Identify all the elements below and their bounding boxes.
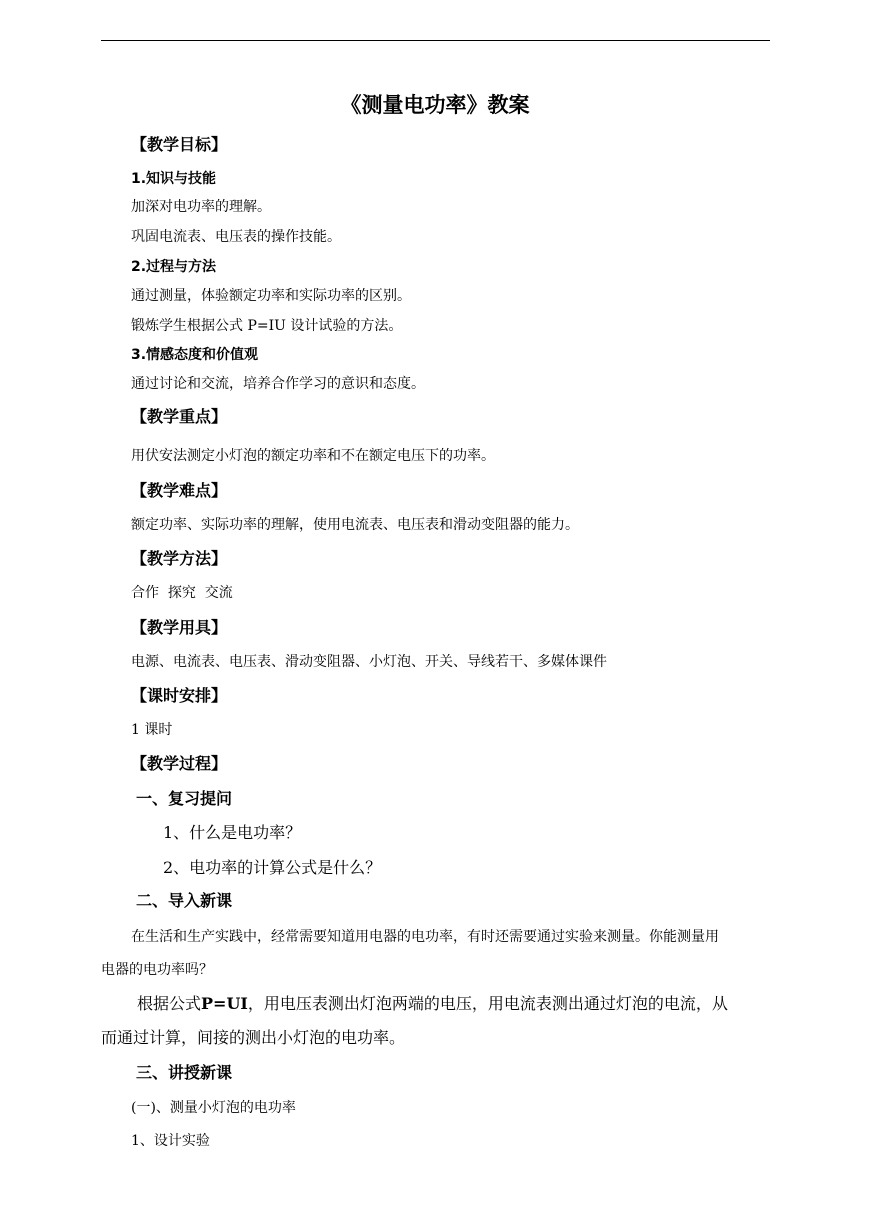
header-rule <box>101 40 770 41</box>
process-item-2: 锻炼学生根据公式 P=IU 设计试验的方法。 <box>131 318 403 334</box>
intro-heading: 二、导入新课 <box>136 891 233 910</box>
methods-heading: 【教学方法】 <box>131 549 228 568</box>
formula-p-ui: P=UI <box>201 994 248 1013</box>
new-lesson-subsection-1: (一)、测量小灯泡的电功率 <box>131 1100 296 1116</box>
review-question-1: 1、什么是电功率？ <box>163 823 302 842</box>
schedule-heading: 【课时安排】 <box>131 686 228 705</box>
intro-paragraph-1-line-2: 电器的电功率吗？ <box>101 962 213 978</box>
methods-text: 合作 探究 交流 <box>131 585 233 601</box>
process-method-heading: 2.过程与方法 <box>131 259 217 275</box>
new-lesson-step-1: 1、设计实验 <box>131 1133 210 1149</box>
intro-paragraph-2-prefix: 根据公式 <box>137 994 202 1013</box>
review-heading: 一、复习提问 <box>136 789 233 808</box>
emotion-heading: 3.情感态度和价值观 <box>131 347 259 363</box>
knowledge-heading: 1.知识与技能 <box>131 171 217 187</box>
document-title: 《测量电功率》教案 <box>340 93 530 117</box>
intro-paragraph-2-rest: ，用电压表测出灯泡两端的电压，用电流表测出通过灯泡的电流，从 <box>247 994 728 1013</box>
intro-paragraph-1-line-1: 在生活和生产实践中，经常需要知道用电器的电功率，有时还需要通过实验来测量。你能测量用 <box>131 929 719 945</box>
knowledge-item-2: 巩固电流表、电压表的操作技能。 <box>131 229 341 245</box>
knowledge-item-1: 加深对电功率的理解。 <box>131 199 271 215</box>
key-points-text: 用伏安法测定小灯泡的额定功率和不在额定电压下的功率。 <box>131 448 495 464</box>
new-lesson-heading: 三、讲授新课 <box>136 1063 233 1082</box>
difficulties-heading: 【教学难点】 <box>131 481 228 500</box>
tools-text: 电源、电流表、电压表、滑动变阻器、小灯泡、开关、导线若干、多媒体课件 <box>131 654 607 670</box>
objectives-heading: 【教学目标】 <box>131 135 228 154</box>
process-item-1: 通过测量，体验额定功率和实际功率的区别。 <box>131 288 411 304</box>
emotion-item-1: 通过讨论和交流，培养合作学习的意识和态度。 <box>131 376 425 392</box>
tools-heading: 【教学用具】 <box>131 618 228 637</box>
key-points-heading: 【教学重点】 <box>131 407 228 426</box>
intro-paragraph-2-line-1 <box>137 996 728 1012</box>
schedule-text: 1 课时 <box>131 722 173 738</box>
difficulties-text: 额定功率、实际功率的理解，使用电流表、电压表和滑动变阻器的能力。 <box>131 517 579 533</box>
review-question-2: 2、电功率的计算公式是什么？ <box>163 858 382 877</box>
teaching-process-heading: 【教学过程】 <box>131 754 228 773</box>
intro-paragraph-2-line-2: 而通过计算，间接的测出小灯泡的电功率。 <box>101 1028 406 1047</box>
